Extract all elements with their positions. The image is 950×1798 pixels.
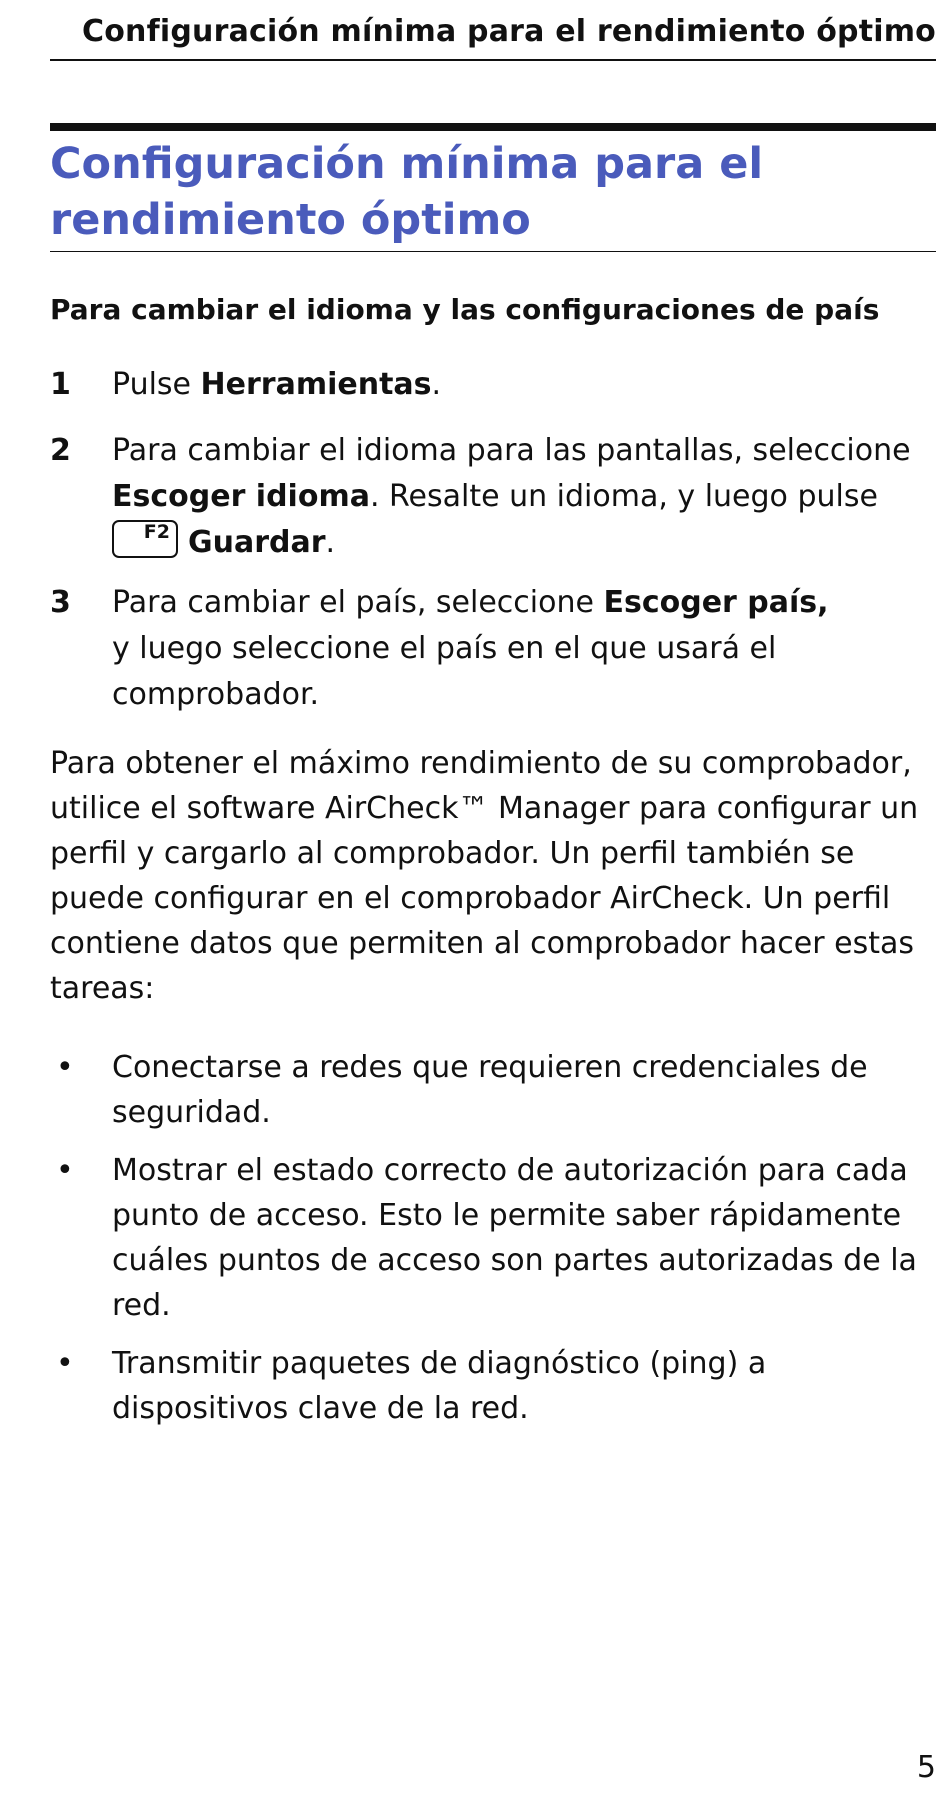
- step-text-part: Pulse: [112, 367, 201, 402]
- body-paragraph: Para obtener el máximo rendimiento de su comprobador, utilice el software AirCheck™ Manager para configurar un perfil y cargarlo al comprobador. Un perfil también se puede configurar en el comprobador AirCheck. Un perfil contiene datos que permiten al comprobador hacer estas tareas:: [50, 746, 919, 1006]
- title-bottom-rule: [50, 251, 936, 252]
- procedure-heading: Para cambiar el idioma y las configuraciones de país: [50, 293, 880, 326]
- bullet-item: [50, 1148, 936, 1328]
- step-3: [50, 580, 936, 718]
- step-number: 1: [50, 367, 71, 402]
- running-header: Configuración mínima para el rendimiento óptimo: [82, 14, 936, 49]
- bullet-text: Conectarse a redes que requieren credenciales de seguridad.: [112, 1050, 868, 1130]
- key-label: F2: [143, 521, 170, 543]
- step-text-part: y luego seleccione el país en el que usará el comprobador.: [112, 631, 777, 712]
- step-1: [50, 362, 936, 408]
- bullet-icon: •: [56, 1050, 74, 1085]
- menu-item-herramientas: Herramientas: [200, 367, 432, 402]
- step-text-part: Para cambiar el país, seleccione: [112, 585, 604, 620]
- step-text-part: .: [431, 367, 442, 402]
- step-text: [112, 580, 936, 718]
- step-text: [112, 362, 936, 408]
- bullet-icon: •: [56, 1346, 74, 1381]
- step-text: [112, 428, 936, 566]
- section-title: Configuración mínima para el rendimiento óptimo: [50, 139, 764, 245]
- bullet-item: [50, 1341, 936, 1431]
- f2-key-icon: [112, 520, 178, 558]
- title-top-rule: [50, 123, 936, 131]
- header-divider: [50, 59, 936, 61]
- step-text-part: .: [325, 525, 336, 560]
- step-2: [50, 428, 936, 566]
- bullet-icon: •: [56, 1153, 74, 1188]
- bullet-text: Transmitir paquetes de diagnóstico (ping) a dispositivos clave de la red.: [112, 1346, 767, 1426]
- action-guardar: Guardar: [188, 525, 326, 560]
- step-text-part: Para cambiar el idioma para las pantallas, seleccione: [112, 433, 911, 468]
- menu-item-escoger-pais: Escoger país,: [603, 585, 829, 620]
- bullet-text: Mostrar el estado correcto de autorización para cada punto de acceso. Esto le permite saber rápidamente cuáles puntos de acceso son partes autorizadas de la red.: [112, 1153, 917, 1323]
- bullet-item: [50, 1045, 936, 1135]
- step-number: 3: [50, 585, 71, 620]
- step-number: 2: [50, 433, 71, 468]
- menu-item-escoger-idioma: Escoger idioma: [112, 479, 370, 514]
- step-text-part: . Resalte un idioma, y luego pulse: [369, 479, 878, 514]
- page-number: 5: [916, 1750, 936, 1785]
- manual-page: [50, 0, 936, 1798]
